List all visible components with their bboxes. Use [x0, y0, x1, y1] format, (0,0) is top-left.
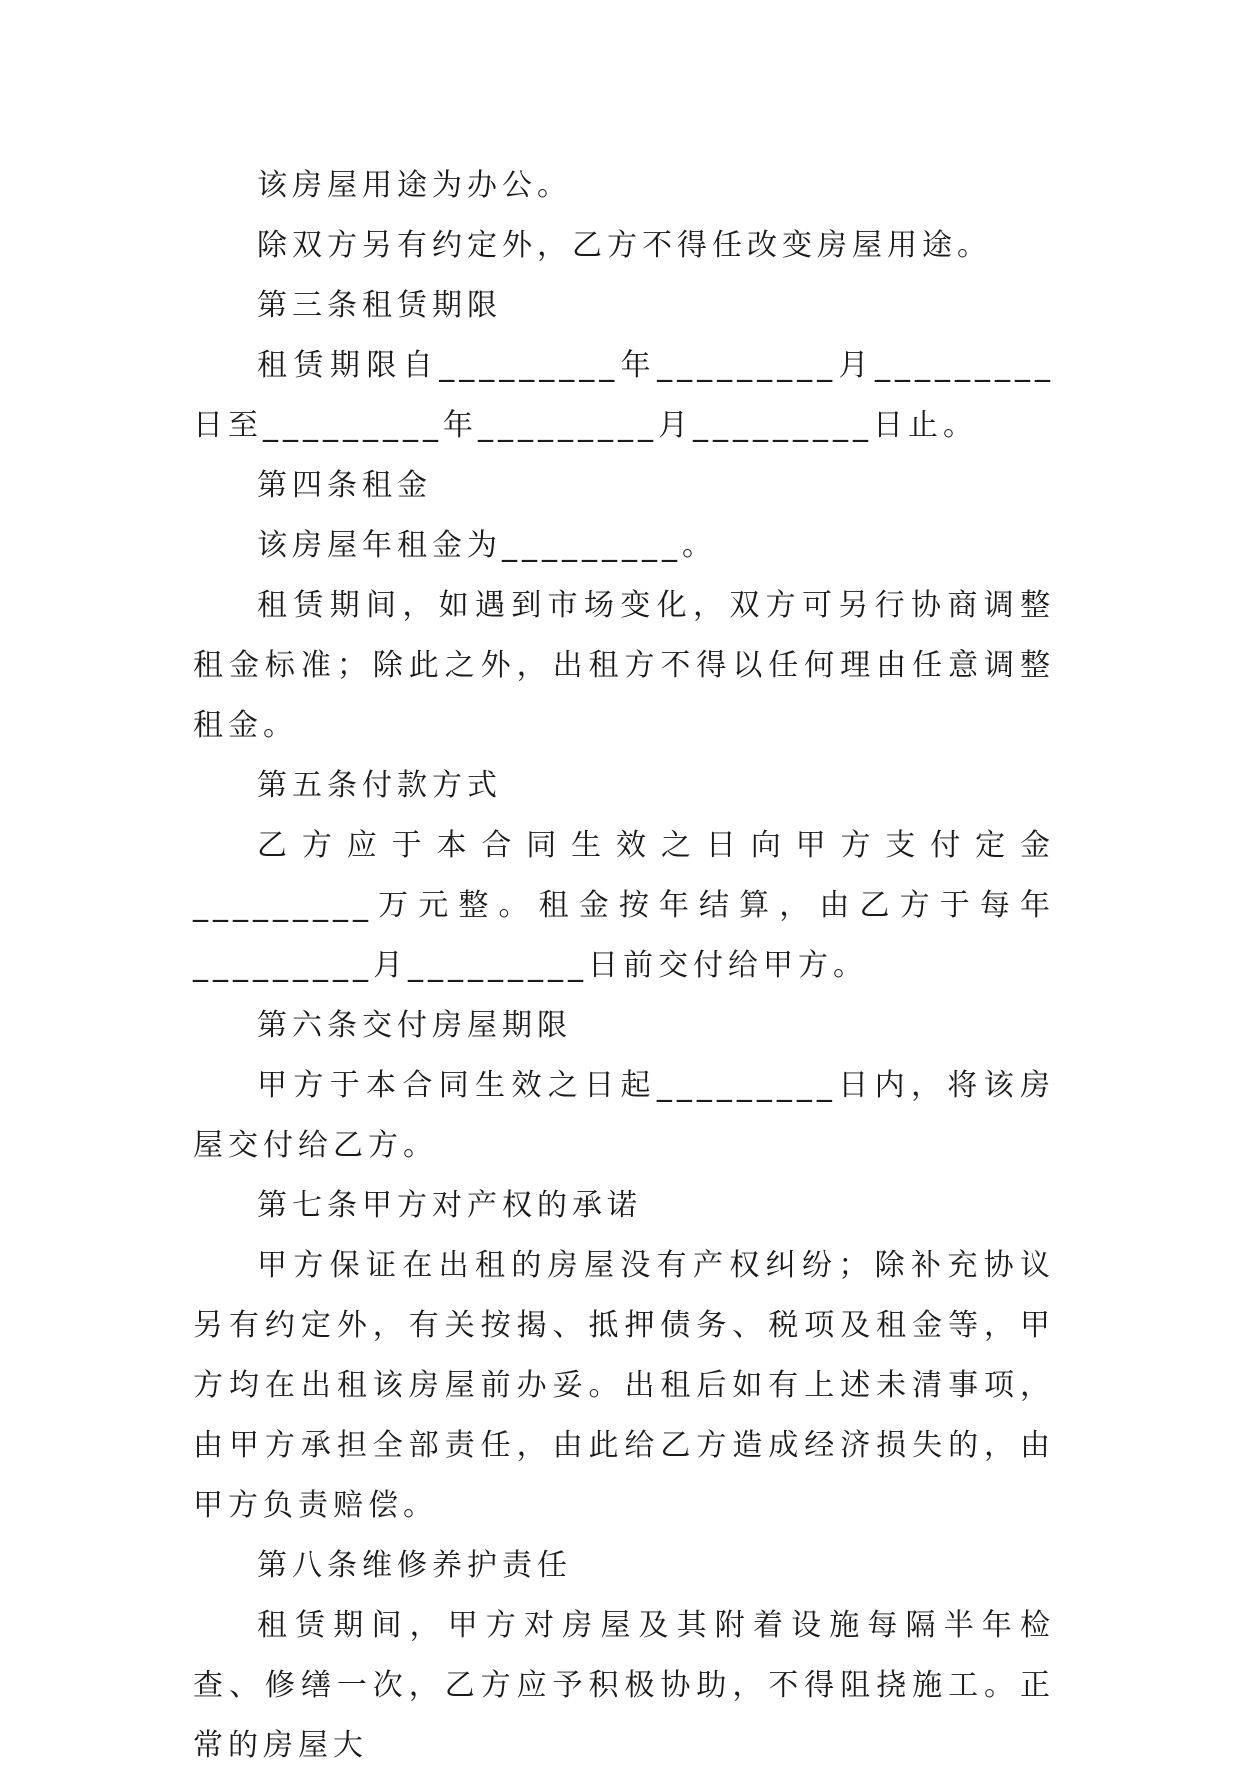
paragraph-annual-rent: 该房屋年租金为_________。 [257, 528, 717, 563]
paragraph-rent-adjustment: 租赁期间，如遇到市场变化，双方可另行协商调整租金标准；除此之外，出租方不得以任何理由任意调整租金。 [193, 588, 1055, 743]
paragraph-usage: 该房屋用途为办公。 [257, 168, 572, 203]
paragraph-delivery-terms: 甲方于本合同生效之日起_________日内，将该房屋交付给乙方。 [193, 1068, 1055, 1163]
article-4-heading: 第四条租金 [257, 468, 432, 503]
paragraph-maintenance-terms: 租赁期间，甲方对房屋及其附着设施每隔半年检查、修缮一次，乙方应予积极协助，不得阻挠施工。正常的房屋大 [193, 1608, 1055, 1763]
paragraph-payment-terms: 乙方应于本合同生效之日向甲方支付定金_________万元整。租金按年结算，由乙方于每年_________月_________日前交付给甲方。 [193, 828, 1055, 983]
article-5-heading: 第五条付款方式 [257, 768, 502, 803]
paragraph-usage-restriction: 除双方另有约定外，乙方不得任改变房屋用途。 [257, 228, 992, 263]
article-8-heading: 第八条维修养护责任 [257, 1548, 572, 1583]
article-6-heading: 第六条交付房屋期限 [257, 1008, 572, 1043]
article-7-heading: 第七条甲方对产权的承诺 [257, 1188, 642, 1223]
paragraph-lease-term: 租赁期限自_________年_________月_________日至_________年_________月_________日止。 [193, 348, 1055, 443]
article-3-heading: 第三条租赁期限 [257, 288, 502, 323]
paragraph-title-warranty: 甲方保证在出租的房屋没有产权纠纷；除补充协议另有约定外，有关按揭、抵押债务、税项及租金等，甲方均在出租该房屋前办妥。出租后如有上述未清事项，由甲方承担全部责任，由此给乙方造成经济损失的，由甲方负责赔偿。 [193, 1248, 1055, 1523]
contract-body [193, 156, 1055, 1776]
